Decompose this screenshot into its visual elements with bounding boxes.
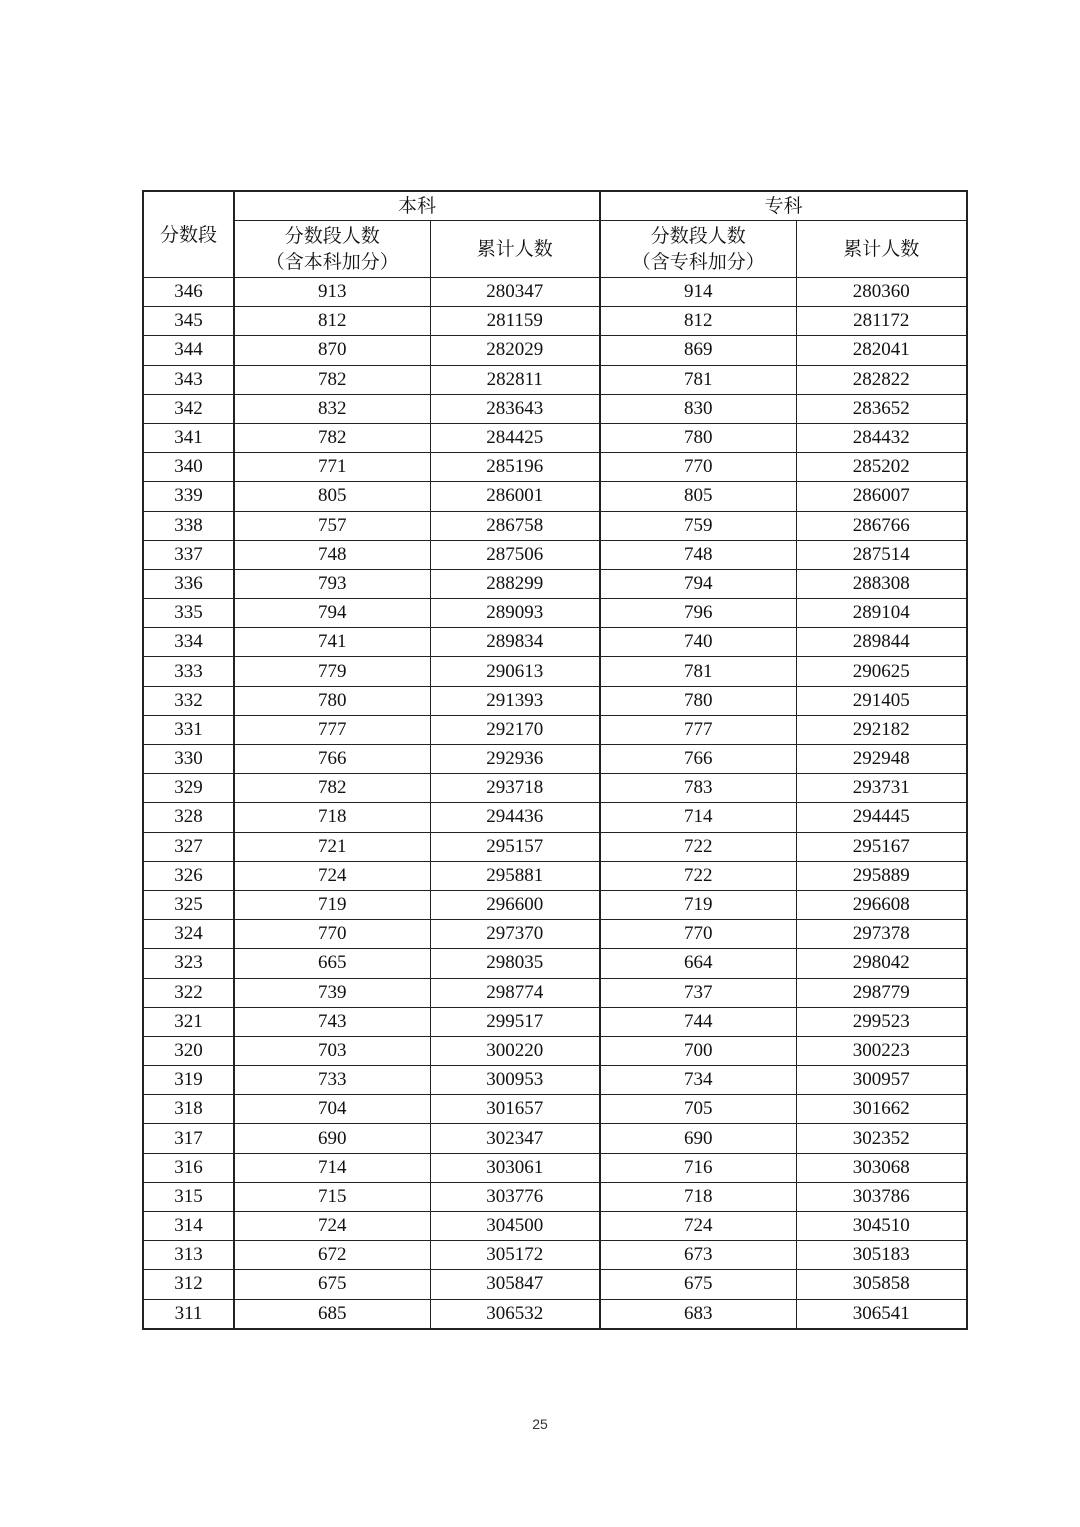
- table-row: [143, 686, 967, 715]
- junior-count-cell: 869: [600, 336, 796, 365]
- junior-count-cell: 781: [600, 365, 796, 394]
- undergrad-count-cell: 719: [234, 890, 430, 919]
- undergrad-count-cell: 782: [234, 774, 430, 803]
- junior-cumulative-cell: 286007: [796, 482, 967, 511]
- table-row: [143, 482, 967, 511]
- undergrad-count-cell: 794: [234, 599, 430, 628]
- junior-cumulative-cell: 290625: [796, 657, 967, 686]
- table-row: [143, 657, 967, 686]
- undergrad-cumulative-cell: 290613: [430, 657, 600, 686]
- undergrad-cumulative-cell: 305172: [430, 1241, 600, 1270]
- undergrad-count-cell: 780: [234, 686, 430, 715]
- score-cell: 315: [143, 1182, 234, 1211]
- junior-count-header: [600, 221, 796, 278]
- junior-count-cell: 722: [600, 861, 796, 890]
- undergrad-cumulative-cell: 282029: [430, 336, 600, 365]
- junior-cumulative-cell: 281172: [796, 307, 967, 336]
- undergrad-count-header: [234, 221, 430, 278]
- junior-count-cell: 805: [600, 482, 796, 511]
- score-cell: 326: [143, 861, 234, 890]
- score-cell: 314: [143, 1212, 234, 1241]
- junior-count-cell: 780: [600, 686, 796, 715]
- undergrad-cumulative-cell: 300953: [430, 1066, 600, 1095]
- score-cell: 313: [143, 1241, 234, 1270]
- table-row: [143, 628, 967, 657]
- table-row: [143, 1153, 967, 1182]
- undergrad-cumulative-cell: 306532: [430, 1299, 600, 1329]
- undergrad-cumulative-cell: 282811: [430, 365, 600, 394]
- junior-cumulative-cell: 305858: [796, 1270, 967, 1299]
- table-row: [143, 453, 967, 482]
- score-cell: 328: [143, 803, 234, 832]
- undergrad-cumulative-cell: 291393: [430, 686, 600, 715]
- score-cell: 324: [143, 920, 234, 949]
- junior-cumulative-cell: 297378: [796, 920, 967, 949]
- junior-cumulative-cell: 300957: [796, 1066, 967, 1095]
- junior-cumulative-cell: 300223: [796, 1036, 967, 1065]
- undergrad-count-cell: 741: [234, 628, 430, 657]
- table-row: [143, 336, 967, 365]
- table-row: [143, 774, 967, 803]
- junior-cumulative-cell: 298042: [796, 949, 967, 978]
- junior-count-cell: 770: [600, 453, 796, 482]
- table-row: [143, 1270, 967, 1299]
- undergrad-count-header-line2: （含本科加分）: [265, 251, 399, 273]
- score-cell: 330: [143, 745, 234, 774]
- junior-count-cell: 714: [600, 803, 796, 832]
- undergrad-count-cell: 715: [234, 1182, 430, 1211]
- table-row: [143, 511, 967, 540]
- table-row: [143, 832, 967, 861]
- undergrad-cumulative-cell: 285196: [430, 453, 600, 482]
- table-row: [143, 599, 967, 628]
- junior-cumulative-cell: 282822: [796, 365, 967, 394]
- junior-cumulative-cell: 296608: [796, 890, 967, 919]
- score-cell: 322: [143, 978, 234, 1007]
- undergrad-cumulative-cell: 280347: [430, 278, 600, 307]
- table-row: [143, 1299, 967, 1329]
- undergrad-count-cell: 733: [234, 1066, 430, 1095]
- junior-cumulative-header: 累计人数: [796, 221, 967, 278]
- junior-cumulative-cell: 283652: [796, 394, 967, 423]
- undergrad-cumulative-cell: 289093: [430, 599, 600, 628]
- undergrad-count-cell: 675: [234, 1270, 430, 1299]
- junior-count-cell: 794: [600, 569, 796, 598]
- score-cell: 311: [143, 1299, 234, 1329]
- undergrad-count-cell: 870: [234, 336, 430, 365]
- score-cell: 333: [143, 657, 234, 686]
- junior-count-cell: 783: [600, 774, 796, 803]
- junior-cumulative-cell: 302352: [796, 1124, 967, 1153]
- score-cell: 342: [143, 394, 234, 423]
- undergrad-count-cell: 685: [234, 1299, 430, 1329]
- junior-cumulative-cell: 295167: [796, 832, 967, 861]
- undergrad-cumulative-cell: 298035: [430, 949, 600, 978]
- undergrad-cumulative-cell: 298774: [430, 978, 600, 1007]
- junior-cumulative-cell: 306541: [796, 1299, 967, 1329]
- table-row: [143, 745, 967, 774]
- undergrad-cumulative-cell: 288299: [430, 569, 600, 598]
- undergrad-cumulative-cell: 281159: [430, 307, 600, 336]
- undergrad-count-cell: 782: [234, 423, 430, 452]
- junior-count-cell: 700: [600, 1036, 796, 1065]
- undergrad-cumulative-cell: 286001: [430, 482, 600, 511]
- junior-count-header-line2: （含专科加分）: [631, 251, 765, 273]
- table-row: [143, 540, 967, 569]
- page-number: 25: [532, 1416, 548, 1432]
- junior-count-cell: 812: [600, 307, 796, 336]
- score-cell: 344: [143, 336, 234, 365]
- score-cell: 338: [143, 511, 234, 540]
- undergrad-cumulative-cell: 302347: [430, 1124, 600, 1153]
- undergrad-count-cell: 724: [234, 1212, 430, 1241]
- table-row: [143, 715, 967, 744]
- undergrad-cumulative-cell: 296600: [430, 890, 600, 919]
- junior-count-cell: 796: [600, 599, 796, 628]
- score-cell: 312: [143, 1270, 234, 1299]
- junior-count-cell: 722: [600, 832, 796, 861]
- score-cell: 329: [143, 774, 234, 803]
- undergrad-count-cell: 766: [234, 745, 430, 774]
- table-row: [143, 1182, 967, 1211]
- junior-cumulative-cell: 280360: [796, 278, 967, 307]
- undergrad-count-cell: 724: [234, 861, 430, 890]
- junior-cumulative-cell: 286766: [796, 511, 967, 540]
- junior-cumulative-cell: 289104: [796, 599, 967, 628]
- undergrad-count-header-line1: 分数段人数: [284, 225, 380, 247]
- undergrad-count-cell: 704: [234, 1095, 430, 1124]
- junior-cumulative-cell: 303068: [796, 1153, 967, 1182]
- score-cell: 327: [143, 832, 234, 861]
- junior-cumulative-cell: 301662: [796, 1095, 967, 1124]
- undergrad-count-cell: 793: [234, 569, 430, 598]
- undergrad-cumulative-cell: 305847: [430, 1270, 600, 1299]
- junior-header: 专科: [600, 191, 967, 221]
- table-row: [143, 307, 967, 336]
- score-cell: 316: [143, 1153, 234, 1182]
- undergrad-count-cell: 757: [234, 511, 430, 540]
- undergrad-count-cell: 739: [234, 978, 430, 1007]
- score-cell: 332: [143, 686, 234, 715]
- table-row: [143, 1124, 967, 1153]
- score-cell: 346: [143, 278, 234, 307]
- score-cell: 331: [143, 715, 234, 744]
- undergrad-count-cell: 812: [234, 307, 430, 336]
- score-cell: 339: [143, 482, 234, 511]
- junior-count-header-line1: 分数段人数: [650, 225, 746, 247]
- undergrad-cumulative-cell: 299517: [430, 1007, 600, 1036]
- undergrad-cumulative-cell: 287506: [430, 540, 600, 569]
- undergrad-cumulative-cell: 301657: [430, 1095, 600, 1124]
- junior-cumulative-cell: 288308: [796, 569, 967, 598]
- undergrad-count-cell: 665: [234, 949, 430, 978]
- score-distribution-table: [142, 190, 968, 1330]
- table-row: [143, 1212, 967, 1241]
- junior-count-cell: 759: [600, 511, 796, 540]
- undergrad-count-cell: 748: [234, 540, 430, 569]
- score-cell: 345: [143, 307, 234, 336]
- undergrad-cumulative-cell: 292170: [430, 715, 600, 744]
- undergrad-cumulative-header: 累计人数: [430, 221, 600, 278]
- junior-cumulative-cell: 289844: [796, 628, 967, 657]
- table-row: [143, 1241, 967, 1270]
- junior-count-cell: 664: [600, 949, 796, 978]
- undergrad-count-cell: 672: [234, 1241, 430, 1270]
- undergrad-cumulative-cell: 289834: [430, 628, 600, 657]
- table-row: [143, 1066, 967, 1095]
- table-row: [143, 890, 967, 919]
- table-row: [143, 861, 967, 890]
- junior-count-cell: 914: [600, 278, 796, 307]
- junior-count-cell: 719: [600, 890, 796, 919]
- score-cell: 335: [143, 599, 234, 628]
- junior-count-cell: 780: [600, 423, 796, 452]
- junior-cumulative-cell: 293731: [796, 774, 967, 803]
- undergrad-count-cell: 782: [234, 365, 430, 394]
- score-cell: 319: [143, 1066, 234, 1095]
- undergrad-cumulative-cell: 286758: [430, 511, 600, 540]
- score-cell: 343: [143, 365, 234, 394]
- undergrad-cumulative-cell: 300220: [430, 1036, 600, 1065]
- undergrad-count-cell: 779: [234, 657, 430, 686]
- undergrad-count-cell: 721: [234, 832, 430, 861]
- table-row: [143, 1095, 967, 1124]
- table-row: [143, 803, 967, 832]
- junior-count-cell: 748: [600, 540, 796, 569]
- table-row: [143, 423, 967, 452]
- table-row: [143, 569, 967, 598]
- junior-count-cell: 766: [600, 745, 796, 774]
- junior-cumulative-cell: 303786: [796, 1182, 967, 1211]
- undergrad-cumulative-cell: 295881: [430, 861, 600, 890]
- junior-cumulative-cell: 298779: [796, 978, 967, 1007]
- undergrad-count-cell: 743: [234, 1007, 430, 1036]
- table-row: [143, 394, 967, 423]
- score-cell: 340: [143, 453, 234, 482]
- junior-count-cell: 744: [600, 1007, 796, 1036]
- undergrad-cumulative-cell: 303061: [430, 1153, 600, 1182]
- undergrad-cumulative-cell: 304500: [430, 1212, 600, 1241]
- undergrad-cumulative-cell: 283643: [430, 394, 600, 423]
- undergrad-cumulative-cell: 295157: [430, 832, 600, 861]
- junior-count-cell: 705: [600, 1095, 796, 1124]
- junior-cumulative-cell: 291405: [796, 686, 967, 715]
- undergrad-count-cell: 718: [234, 803, 430, 832]
- table-body: [143, 278, 967, 1329]
- junior-count-cell: 675: [600, 1270, 796, 1299]
- undergrad-count-cell: 832: [234, 394, 430, 423]
- junior-count-cell: 718: [600, 1182, 796, 1211]
- undergrad-count-cell: 771: [234, 453, 430, 482]
- undergrad-count-cell: 770: [234, 920, 430, 949]
- score-cell: 321: [143, 1007, 234, 1036]
- table-row: [143, 278, 967, 307]
- undergrad-count-cell: 703: [234, 1036, 430, 1065]
- junior-count-cell: 724: [600, 1212, 796, 1241]
- score-cell: 317: [143, 1124, 234, 1153]
- junior-cumulative-cell: 304510: [796, 1212, 967, 1241]
- junior-cumulative-cell: 305183: [796, 1241, 967, 1270]
- junior-cumulative-cell: 285202: [796, 453, 967, 482]
- junior-count-cell: 683: [600, 1299, 796, 1329]
- score-cell: 318: [143, 1095, 234, 1124]
- score-cell: 337: [143, 540, 234, 569]
- junior-count-cell: 716: [600, 1153, 796, 1182]
- junior-count-cell: 690: [600, 1124, 796, 1153]
- junior-cumulative-cell: 294445: [796, 803, 967, 832]
- undergrad-count-cell: 805: [234, 482, 430, 511]
- junior-count-cell: 830: [600, 394, 796, 423]
- table-row: [143, 978, 967, 1007]
- score-cell: 320: [143, 1036, 234, 1065]
- undergrad-cumulative-cell: 294436: [430, 803, 600, 832]
- undergrad-header: 本科: [234, 191, 600, 221]
- table-row: [143, 1007, 967, 1036]
- undergrad-cumulative-cell: 292936: [430, 745, 600, 774]
- undergrad-cumulative-cell: 297370: [430, 920, 600, 949]
- junior-cumulative-cell: 292948: [796, 745, 967, 774]
- junior-cumulative-cell: 287514: [796, 540, 967, 569]
- table-row: [143, 949, 967, 978]
- undergrad-count-cell: 690: [234, 1124, 430, 1153]
- junior-count-cell: 740: [600, 628, 796, 657]
- junior-cumulative-cell: 295889: [796, 861, 967, 890]
- junior-cumulative-cell: 282041: [796, 336, 967, 365]
- table-row: [143, 365, 967, 394]
- score-segment-header: 分数段: [143, 191, 234, 278]
- junior-count-cell: 737: [600, 978, 796, 1007]
- junior-count-cell: 777: [600, 715, 796, 744]
- junior-count-cell: 673: [600, 1241, 796, 1270]
- score-cell: 334: [143, 628, 234, 657]
- undergrad-count-cell: 913: [234, 278, 430, 307]
- table-row: [143, 1036, 967, 1065]
- undergrad-cumulative-cell: 303776: [430, 1182, 600, 1211]
- undergrad-cumulative-cell: 284425: [430, 423, 600, 452]
- junior-count-cell: 781: [600, 657, 796, 686]
- undergrad-count-cell: 777: [234, 715, 430, 744]
- score-cell: 336: [143, 569, 234, 598]
- score-cell: 323: [143, 949, 234, 978]
- junior-cumulative-cell: 299523: [796, 1007, 967, 1036]
- score-cell: 325: [143, 890, 234, 919]
- junior-count-cell: 734: [600, 1066, 796, 1095]
- undergrad-cumulative-cell: 293718: [430, 774, 600, 803]
- table-row: [143, 920, 967, 949]
- junior-cumulative-cell: 284432: [796, 423, 967, 452]
- score-cell: 341: [143, 423, 234, 452]
- undergrad-count-cell: 714: [234, 1153, 430, 1182]
- junior-cumulative-cell: 292182: [796, 715, 967, 744]
- junior-count-cell: 770: [600, 920, 796, 949]
